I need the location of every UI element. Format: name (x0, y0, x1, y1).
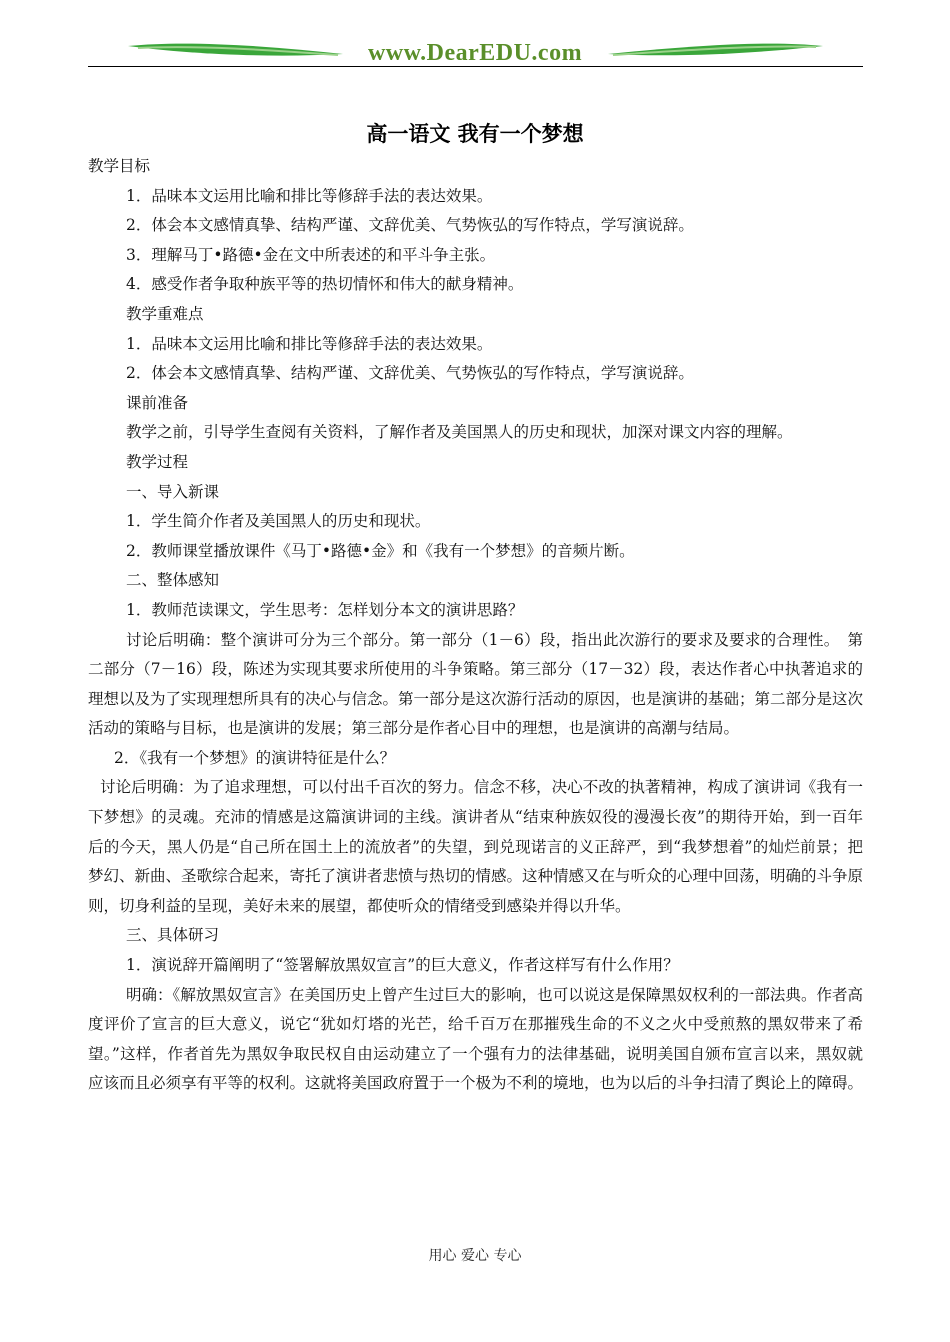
document-body (88, 152, 863, 1099)
overview-question-2: 2．《我有一个梦想》的演讲特征是什么？ (114, 748, 396, 767)
brand-logo: www.DearEDU.com (367, 40, 583, 66)
objective-2: 2．体会本文感情真挚、结构严谨、文辞优美、气势恢弘的写作特点，学写演说辞。 (126, 216, 694, 235)
section-intro: 一、导入新课 (126, 482, 220, 501)
study-question-1: 1．演说辞开篇阐明了“签署解放黑奴宣言”的巨大意义，作者这样写有什么作用？ (126, 956, 679, 975)
intro-item-2: 2．教师课堂播放课件《马丁•路德•金》和《我有一个梦想》的音频片断。 (126, 541, 635, 560)
section-overview: 二、整体感知 (126, 571, 220, 590)
overview-question-1: 1．教师范读课文，学生思考：怎样划分本文的演讲思路？ (126, 600, 524, 619)
overview-answer-2: 讨论后明确：为了追求理想，可以付出千百次的努力。信念不移，决心不改的执著精神，构成了演讲词《我有一下梦想》的灵魂。充沛的情感是这篇演讲词的主线。演讲者从“结束种族奴役的漫漫长夜”的期待开始，到一百年后的今天，黑人仍是“自己所在国土上的流放者”的失望，到兑现诺言的义正辞严，到“我梦想着”的灿烂前景；把梦幻、新曲、圣歌综合起来，寄托了演讲者悲愤与热切的情感。这种情感又在与听众的心理中回荡，明确的斗争原则，切身利益的呈现，美好未来的展望，都使听众的情绪受到感染并得以升华。 (88, 778, 864, 915)
study-answer-1: 明确：《解放黑奴宣言》在美国历史上曾产生过巨大的影响，也可以说这是保障黑奴权利的一部法典。作者高度评价了宣言的巨大意义，说它“犹如灯塔的光芒，给千百万在那摧残生命的不义之火中受煎熬的黑奴带来了希望。”这样，作者首先为黑奴争取民权自由运动建立了一个强有力的法律基础，说明美国自颁布宣言以来，黑奴就应该而且必须享有平等的权利。这就将美国政府置于一个极为不利的境地，也为以后的斗争扫清了舆论上的障碍。 (88, 985, 864, 1093)
intro-item-1: 1．学生简介作者及美国黑人的历史和现状。 (126, 512, 431, 531)
heading-preparation: 课前准备 (126, 393, 189, 412)
heading-key-points: 教学重难点 (126, 304, 204, 323)
objective-3: 3．理解马丁•路德•金在文中所表述的和平斗争主张。 (126, 245, 496, 264)
heading-objectives: 教学目标 (88, 157, 151, 175)
objective-1: 1．品味本文运用比喻和排比等修辞手法的表达效果。 (126, 186, 493, 205)
section-study: 三、具体研习 (126, 926, 220, 945)
page-footer: 用心 爱心 专心 (428, 1248, 522, 1264)
heading-process: 教学过程 (126, 452, 189, 471)
preparation-text: 教学之前，引导学生查阅有关资料，了解作者及美国黑人的历史和现状，加深对课文内容的理解。 (126, 423, 793, 442)
objective-4: 4．感受作者争取种族平等的热切情怀和伟大的献身精神。 (126, 275, 524, 294)
header-divider (88, 66, 863, 67)
key-point-2: 2．体会本文感情真挚、结构严谨、文辞优美、气势恢弘的写作特点，学写演说辞。 (126, 364, 694, 383)
document-title: 高一语文 我有一个梦想 (366, 121, 584, 146)
overview-answer-1: 讨论后明确：整个演讲可分为三个部分。第一部分（1－6）段，指出此次游行的要求及要求的合理性。 第二部分（7－16）段，陈述为实现其要求所使用的斗争策略。第三部分（17－32）段，表达作者心中执著追求的理想以及为了实现理想所具有的决心与信念。第一部分是这次游行活动的原因，也是演讲的基础；第二部分是这次活动的策略与目标，也是演讲的发展；第三部分是作者心目中的理想，也是演讲的高潮与结局。 (88, 630, 864, 738)
key-point-1: 1．品味本文运用比喻和排比等修辞手法的表达效果。 (126, 334, 493, 353)
